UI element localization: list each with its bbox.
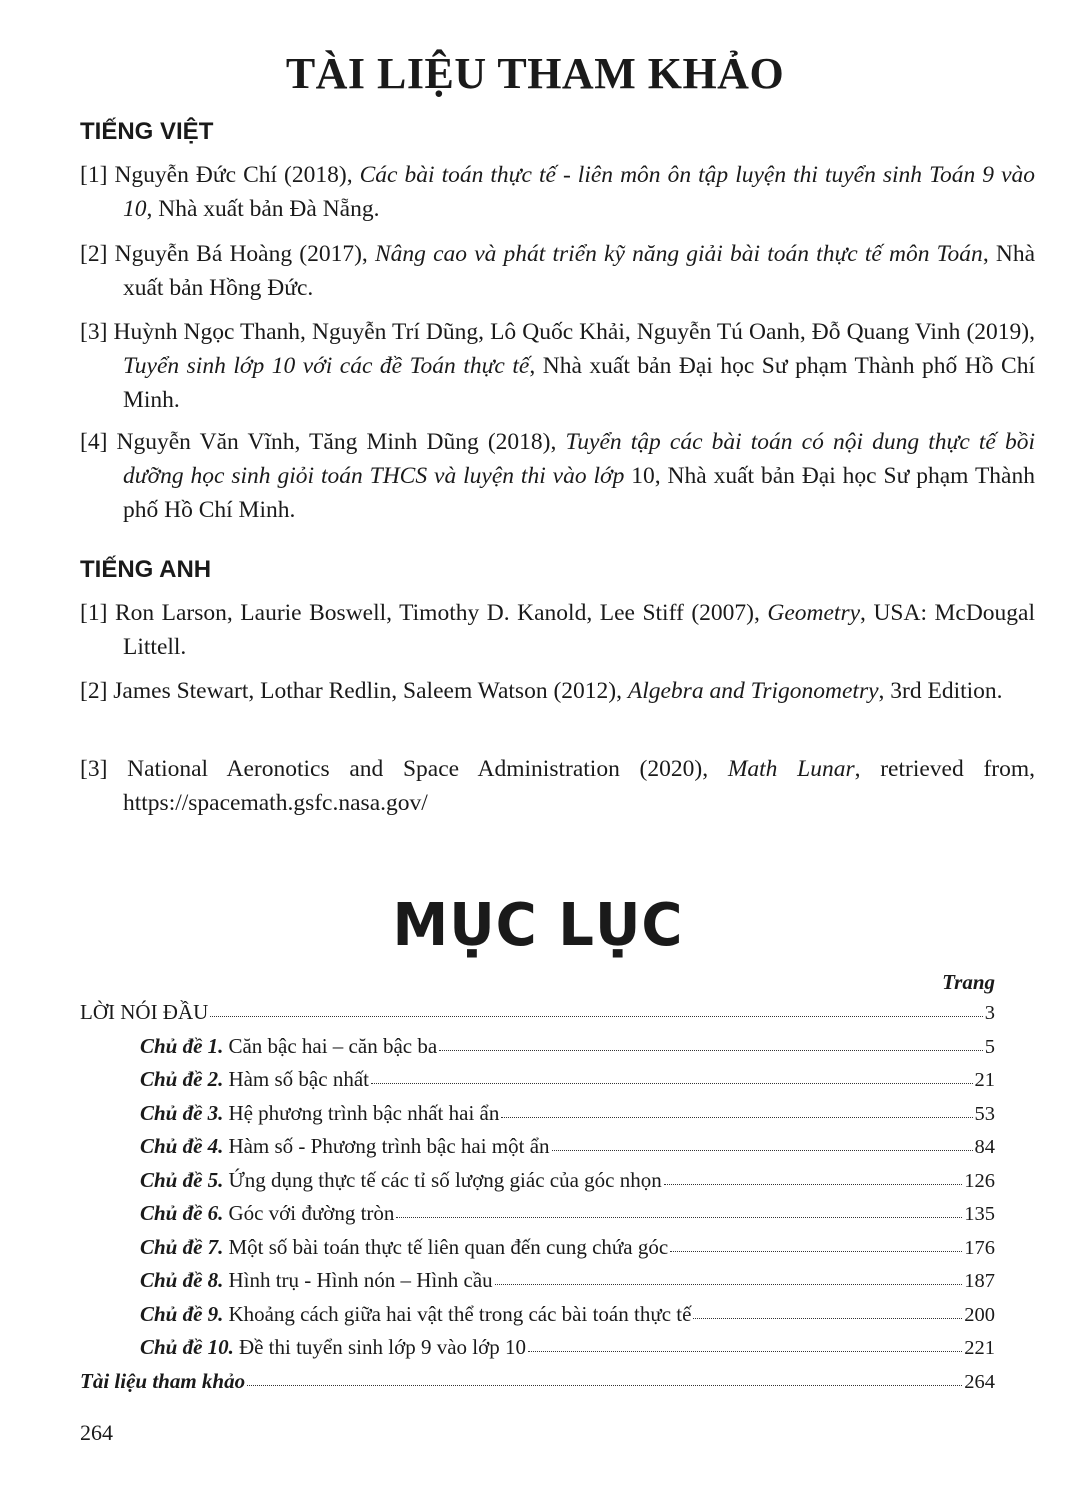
reference-item: [3] National Aeronotics and Space Administration (2020), Math Lunar, retrieved from, https://spacemath.gsfc.nasa.gov/ (80, 756, 1035, 816)
english-heading: TIẾNG ANH (80, 556, 212, 583)
reference-item: [2] Nguyễn Bá Hoàng (2017), Nâng cao và phát triển kỹ năng giải bài toán thực tế môn Toán, Nhà xuất bản Hồng Đức. (80, 241, 1036, 301)
reference-item: [3] Huỳnh Ngọc Thanh, Nguyễn Trí Dũng, Lô Quốc Khải, Nguyễn Tú Oanh, Đỗ Quang Vinh (2019), Tuyển sinh lớp 10 với các đề Toán thực tế, Nhà xuất bản Đại học Sư phạm Thành phố Hồ Chí Minh. (80, 319, 1036, 413)
toc-entry[interactable]: Chủ đề 10. Đề thi tuyển sinh lớp 9 vào lớp 10 221 (140, 1335, 995, 1359)
toc-title: MỤC LỤC (392, 891, 684, 960)
toc-entry-preface[interactable]: LỜI NÓI ĐẦU 3 (80, 1000, 995, 1024)
toc-page-header: Trang (942, 970, 995, 994)
reference-item: [2] James Stewart, Lothar Redlin, Saleem Watson (2012), Algebra and Trigonometry, 3rd Edition. (80, 678, 1003, 704)
reference-item: [1] Nguyễn Đức Chí (2018), Các bài toán thực tế - liên môn ôn tập luyện thi tuyển sinh Toán 9 vào 10, Nhà xuất bản Đà Nẵng. (80, 162, 1036, 222)
toc-entry[interactable]: Chủ đề 4. Hàm số - Phương trình bậc hai một ẩn 84 (140, 1134, 995, 1158)
table-of-contents (80, 1000, 995, 1402)
page-number: 264 (80, 1420, 113, 1445)
reference-item: [4] Nguyễn Văn Vĩnh, Tăng Minh Dũng (2018), Tuyển tập các bài toán có nội dung thực tế bồi dưỡng học sinh giỏi toán THCS và luyện thi vào lớp 10, Nhà xuất bản Đại học Sư phạm Thành phố Hồ Chí Minh. (80, 429, 1035, 523)
reference-item: [1] Ron Larson, Laurie Boswell, Timothy D. Kanold, Lee Stiff (2007), Geometry, USA: McDougal Littell. (80, 600, 1036, 660)
toc-entry[interactable]: Chủ đề 7. Một số bài toán thực tế liên quan đến cung chứa góc 176 (140, 1234, 995, 1259)
toc-entry-references[interactable]: Tài liệu tham khảo 264 (80, 1368, 995, 1393)
toc-entry[interactable]: Chủ đề 1. Căn bậc hai – căn bậc ba 5 (140, 1033, 995, 1058)
toc-entry[interactable]: Chủ đề 6. Góc với đường tròn 135 (140, 1201, 995, 1225)
toc-entry[interactable]: Chủ đề 8. Hình trụ - Hình nón – Hình cầu 187 (140, 1268, 995, 1292)
toc-entry[interactable]: Chủ đề 2. Hàm số bậc nhất 21 (140, 1067, 995, 1091)
toc-entry[interactable]: Chủ đề 5. Ứng dụng thực tế các tỉ số lượng giác của góc nhọn 126 (140, 1167, 995, 1192)
toc-entry[interactable]: Chủ đề 3. Hệ phương trình bậc nhất hai ẩn 53 (140, 1100, 995, 1125)
references-title: TÀI LIỆU THAM KHẢO (285, 49, 785, 98)
vietnamese-heading: TIẾNG VIỆT (80, 118, 214, 145)
toc-entry[interactable]: Chủ đề 9. Khoảng cách giữa hai vật thể trong các bài toán thực tế 200 (140, 1301, 995, 1326)
